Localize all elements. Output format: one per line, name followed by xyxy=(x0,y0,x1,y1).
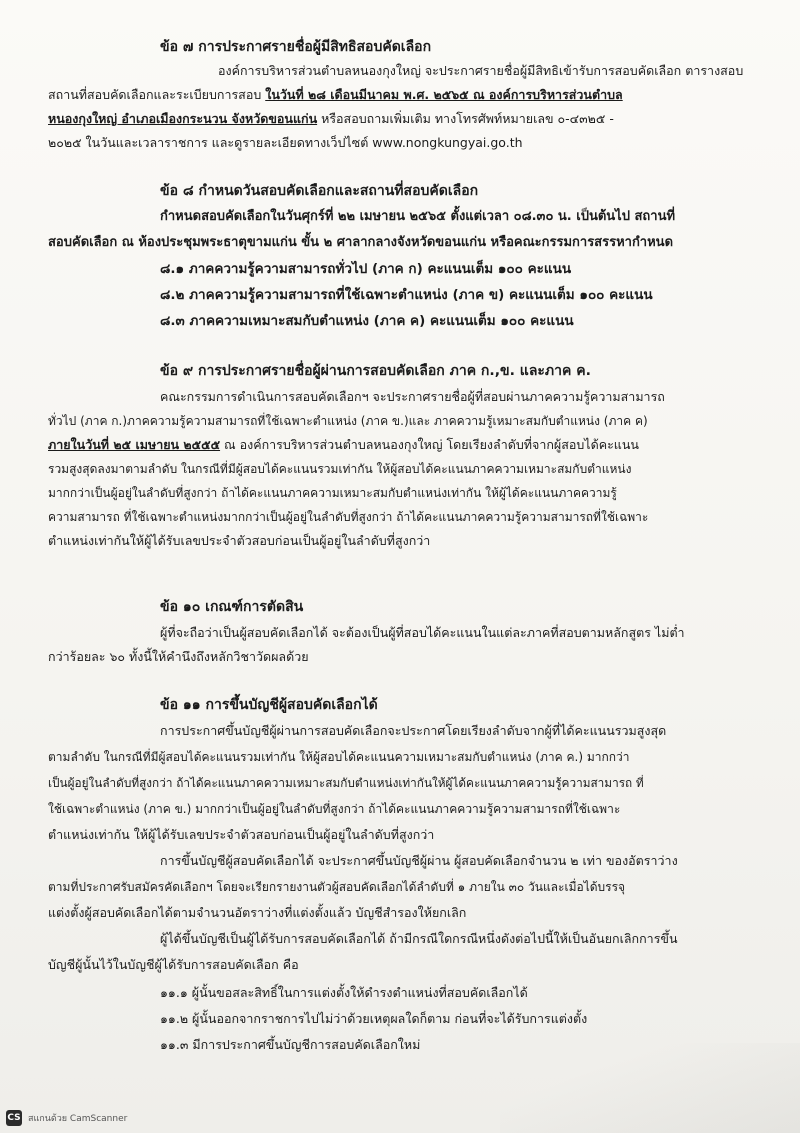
section-11-item: ๑๑.๑ ผู้นั้นขอสละสิทธิ์ในการแต่งตั้งให้ดำรงตำแหน่งที่สอบคัดเลือกได้ xyxy=(160,985,528,1000)
section-9-line: มากกว่าเป็นผู้อยู่ในลำดับที่สูงกว่า ถ้าได้คะแนนภาคความเหมาะสมกับตำแหน่งเท่ากัน ให้ผู้ได้คะแนนภาคความรู้ xyxy=(48,486,617,500)
section-9-heading: ข้อ ๙ การประกาศรายชื่อผู้ผ่านการสอบคัดเลือก ภาค ก.,ข. และภาค ค. xyxy=(160,363,591,379)
section-7-line xyxy=(48,84,623,106)
section-9-line: ความสามารถ ที่ใช้เฉพาะตำแหน่งมากกว่าเป็นผู้อยู่ในลำดับที่สูงกว่า ถ้าได้คะแนนภาคความรู้ความสามารถที่ใช้เฉพาะ xyxy=(48,510,649,524)
section-8-line: สอบคัดเลือก ณ ห้องประชุมพระธาตุขามแก่น ขั้น ๒ ศาลากลางจังหวัดขอนแก่น หรือคณะกรรมการสรรหากำหนด xyxy=(48,235,674,250)
section-7-underlined-date: ในวันที่ ๒๘ เดือนมีนาคม พ.ศ. ๒๕๖๕ ณ องค์การบริหารส่วนตำบล xyxy=(265,87,623,102)
section-9-line: ทั่วไป (ภาค ก.)ภาคความรู้ความสามารถที่ใช้เฉพาะตำแหน่ง (ภาค ข.)และ ภาคความรู้เหมาะสมกับตำแหน่ง (ภาค ค) xyxy=(48,414,648,428)
section-11-line: ใช้เฉพาะตำแหน่ง (ภาค ข.) มากกว่าเป็นผู้อยู่ในลำดับที่สูงกว่า ถ้าได้คะแนนภาคความรู้ความสามารถที่ใช้เฉพาะ xyxy=(48,802,621,816)
section-11-line: บัญชีผู้นั้นไว้ในบัญชีผู้ได้รับการสอบคัดเลือก คือ xyxy=(48,957,299,972)
section-11-line: การขึ้นบัญชีผู้สอบคัดเลือกได้ จะประกาศขึ้นบัญชีผู้ผ่าน ผู้สอบคัดเลือกจำนวน ๒ เท่า ของอัตราว่าง xyxy=(160,853,678,868)
section-7-heading: ข้อ ๗ การประกาศรายชื่อผู้มีสิทธิสอบคัดเลือก xyxy=(160,39,432,55)
section-11-line: ตำแหน่งเท่ากัน ให้ผู้ได้รับเลขประจำตัวสอบก่อนเป็นผู้อยู่ในลำดับที่สูงกว่า xyxy=(48,827,435,842)
section-11-item: ๑๑.๒ ผู้นั้นออกจากราชการไปไม่ว่าด้วยเหตุผลใดก็ตาม ก่อนที่จะได้รับการแต่งตั้ง xyxy=(160,1011,588,1026)
camscanner-logo-icon: CS xyxy=(6,1110,22,1126)
section-11-heading: ข้อ ๑๑ การขึ้นบัญชีผู้สอบคัดเลือกได้ xyxy=(160,697,378,713)
section-8-heading: ข้อ ๘ กำหนดวันสอบคัดเลือกและสถานที่สอบคัดเลือก xyxy=(160,183,479,199)
section-10-line: ผู้ที่จะถือว่าเป็นผู้สอบคัดเลือกได้ จะต้องเป็นผู้ที่สอบได้คะแนนในแต่ละภาคที่สอบตามหลักสูตร ไม่ต่ำ xyxy=(160,625,685,640)
scanner-watermark-text: สแกนด้วย CamScanner xyxy=(28,1114,128,1124)
section-8-line: กำหนดสอบคัดเลือกในวันศุกร์ที่ ๒๒ เมษายน ๒๕๖๕ ตั้งแต่เวลา ๐๘.๓๐ น. เป็นต้นไป สถานที่ xyxy=(160,209,676,224)
section-9-underlined-date: ภายในวันที่ ๒๕ เมษายน ๒๕๕๕ xyxy=(48,437,221,452)
section-7-text: หรือสอบถามเพิ่มเติม ทางโทรศัพท์หมายเลข ๐-๔๓๒๕ - xyxy=(317,111,614,126)
section-11-item: ๑๑.๓ มีการประกาศขึ้นบัญชีการสอบคัดเลือกใหม่ xyxy=(160,1037,421,1052)
section-11-line: การประกาศขึ้นบัญชีผู้ผ่านการสอบคัดเลือกจะประกาศโดยเรียงลำดับจากผู้ที่ได้คะแนนรวมสูงสุด xyxy=(160,723,667,738)
section-7-line: องค์การบริหารส่วนตำบลหนองกุงใหญ่ จะประกาศรายชื่อผู้มีสิทธิเข้ารับการสอบคัดเลือก ตารางสอบ xyxy=(218,63,744,78)
section-8-item: ๘.๑ ภาคความรู้ความสามารถทั่วไป (ภาค ก) คะแนนเต็ม ๑๐๐ คะแนน xyxy=(160,261,572,277)
section-10-line: กว่าร้อยละ ๖๐ ทั้งนี้ให้คำนึงถึงหลักวิชาวัดผลด้วย xyxy=(48,649,309,664)
section-8-item: ๘.๓ ภาคความเหมาะสมกับตำแหน่ง (ภาค ค) คะแนนเต็ม ๑๐๐ คะแนน xyxy=(160,313,574,329)
section-11-line: ตามที่ประกาศรับสมัครคัดเลือกฯ โดยจะเรียกรายงานตัวผู้สอบคัดเลือกได้ลำดับที่ ๑ ภายใน ๓๐ วันและเมื่อได้บรรจุ xyxy=(48,880,626,894)
scan-shadow xyxy=(500,1043,800,1133)
section-11-line: เป็นผู้อยู่ในลำดับที่สูงกว่า ถ้าได้คะแนนภาคความเหมาะสมกับตำแหน่งเท่ากันให้ผู้ได้คะแนนภาคความรู้ความสามารถ ที่ xyxy=(48,776,644,790)
section-8-item: ๘.๒ ภาคความรู้ความสามารถที่ใช้เฉพาะตำแหน่ง (ภาค ข) คะแนนเต็ม ๑๐๐ คะแนน xyxy=(160,287,653,303)
section-7-line: ๒๐๒๕ ในวันและเวลาราชการ และดูรายละเอียดทางเว็ปไซต์ www.nongkungyai.go.th xyxy=(48,135,523,150)
section-9-line: รวมสูงสุดลงมาตามลำดับ ในกรณีที่มีผู้สอบได้คะแนนรวมเท่ากัน ให้ผู้สอบได้คะแนนภาคความเหมาะสมกับตำแหน่ง xyxy=(48,462,632,476)
section-9-line xyxy=(48,434,639,456)
section-7-line xyxy=(48,108,614,130)
section-11-line: ผู้ได้ขึ้นบัญชีเป็นผู้ได้รับการสอบคัดเลือกได้ ถ้ามีกรณีใดกรณีหนึ่งดังต่อไปนี้ให้เป็นอันยกเลิกการขึ้น xyxy=(160,931,678,946)
section-9-line: ตำแหน่งเท่ากันให้ผู้ได้รับเลขประจำตัวสอบก่อนเป็นผู้อยู่ในลำดับที่สูงกว่า xyxy=(48,533,431,548)
section-7-underlined-place: หนองกุงใหญ่ อำเภอเมืองกระนวน จังหวัดขอนแก่น xyxy=(48,111,318,126)
section-10-heading: ข้อ ๑๐ เกณฑ์การตัดสิน xyxy=(160,599,304,615)
scanner-watermark xyxy=(6,1109,127,1127)
section-9-line: คณะกรรมการดำเนินการสอบคัดเลือกฯ จะประกาศรายชื่อผู้ที่สอบผ่านภาคความรู้ความสามารถ xyxy=(160,389,665,404)
section-9-text: ณ องค์การบริหารส่วนตำบลหนองกุงใหญ่ โดยเรียงลำดับที่จากผู้สอบได้คะแนน xyxy=(220,437,639,452)
section-11-line: แต่งตั้งผู้สอบคัดเลือกได้ตามจำนวนอัตราว่างที่แต่งตั้งแล้ว บัญชีสำรองให้ยกเลิก xyxy=(48,905,467,920)
section-11-line: ตามลำดับ ในกรณีที่มีผู้สอบได้คะแนนรวมเท่ากัน ให้ผู้สอบได้คะแนนความเหมาะสมกับตำแหน่ง (ภาค ค.) มากกว่า xyxy=(48,750,630,764)
section-7-text: สถานที่สอบคัดเลือกและระเบียบการสอบ xyxy=(48,87,266,102)
